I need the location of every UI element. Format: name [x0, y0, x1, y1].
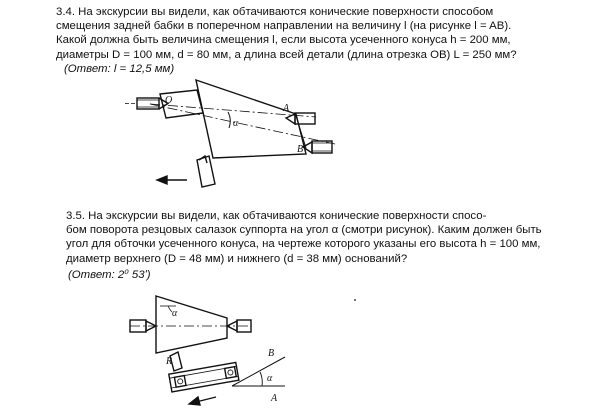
problem-3-4-line-1: 3.4. На экскурсии вы видели, как обтачиваются конические поверхности способом — [56, 6, 494, 18]
figure-2-label-r: R — [166, 356, 173, 367]
problem-3-4-line-3: Какой должна быть величина смещения l, если высота усеченного конуса h = 200 мм, — [56, 34, 511, 47]
figure-1-cutter — [197, 156, 215, 187]
figure-2-label-alpha-side: α — [267, 373, 273, 384]
problem-3-4-answer: (Ответ: l = 12,5 мм) — [64, 62, 175, 75]
problem-3-4-line-2: смещения задней бабки в поперечном направлении на величину l (на рисунке l = AB). — [56, 20, 512, 33]
figure-1-alpha-arc — [228, 112, 230, 128]
problem-3-5-line-3: угол для обточки усеченного конуса, на чертеже которого указаны его высота h = 100 мм, — [66, 238, 541, 251]
problem-3-4-line-4: диаметры D = 100 мм, d = 80 мм, а длина всей детали (длина отрезка OB) L = 250 мм? — [56, 48, 517, 61]
figure-1-right-center — [303, 141, 332, 153]
figure-2-slide — [169, 362, 239, 392]
problem-3-5-line-1: 3.5. На экскурсии вы видели, как обтачиваются конические поверхности спосо- — [66, 210, 487, 222]
problem-3-5-line-2: бом поворота резцовых салазок суппорта на угол α (смотри рисунок). Каким должен быть — [66, 224, 542, 237]
figure-2-label-b: B — [268, 348, 275, 359]
figure-1-label-b: B — [297, 144, 304, 155]
figure-1-workpiece-cone — [196, 80, 306, 158]
figure-1-tailstock-offset — [125, 80, 335, 187]
scan-dot — [354, 299, 356, 301]
figure-2-label-a: A — [271, 393, 278, 404]
figure-2-feed-arrow — [189, 397, 216, 405]
problem-3-5-answer: (Ответ: 2⁰ 53ʹ) — [68, 268, 151, 281]
figure-1-label-o: O — [165, 95, 173, 106]
figure-2-line-b — [232, 357, 285, 386]
figure-1-label-alpha: α — [233, 118, 239, 129]
figure-2-compound-slide — [130, 296, 285, 405]
figure-1-label-a: A — [283, 103, 290, 114]
figure-2-alpha-arc — [260, 372, 262, 386]
figure-1-feed-arrow — [157, 176, 187, 184]
problem-3-5-line-4: диаметр верхнего (D = 48 мм) и нижнего (d = 38 мм) оснований? — [66, 252, 408, 265]
figure-2-label-alpha-top: α — [172, 308, 178, 319]
figure-2-workpiece-cone — [156, 296, 227, 353]
